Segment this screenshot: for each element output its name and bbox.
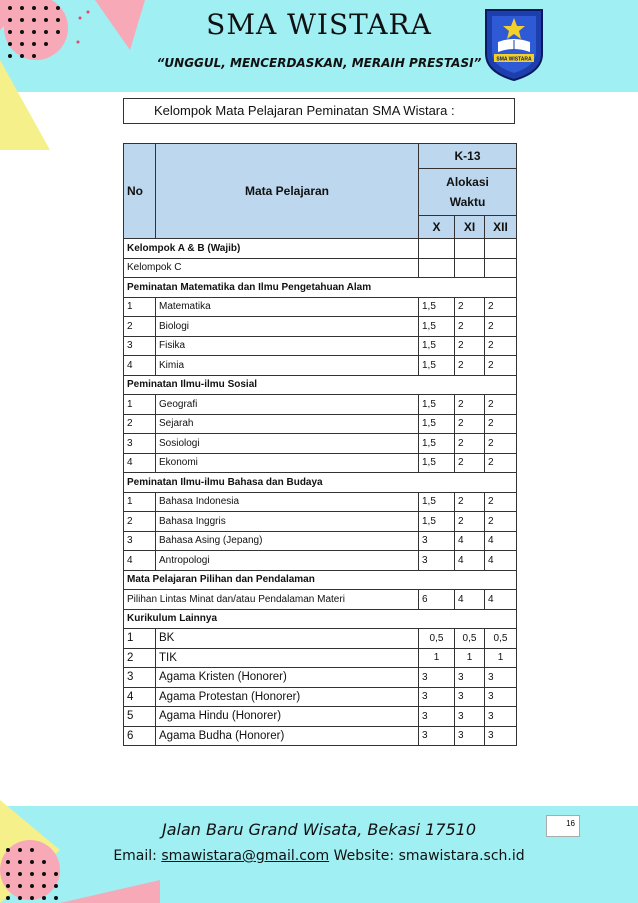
row-no: 1 (124, 297, 156, 317)
row-xi: 3 (455, 668, 485, 688)
row-subject: Pilihan Lintas Minat dan/atau Pendalaman Materi (124, 590, 419, 610)
row-xi: 4 (455, 590, 485, 610)
row-xi: 2 (455, 395, 485, 415)
row-subject: Bahasa Inggris (156, 512, 419, 532)
row-subject: Bahasa Asing (Jepang) (156, 531, 419, 551)
row-no: 2 (124, 512, 156, 532)
row-xi: 2 (455, 492, 485, 512)
row-xi: 2 (455, 336, 485, 356)
table-row (124, 356, 517, 376)
empty-cell (485, 258, 517, 278)
row-no: 1 (124, 395, 156, 415)
row-xii: 4 (485, 551, 517, 571)
table-row (124, 629, 517, 649)
row-x: 3 (419, 551, 455, 571)
header-no: No (124, 144, 156, 239)
row-x: 3 (419, 668, 455, 688)
header-allocation-line-1: Alokasi (446, 175, 489, 189)
row-x: 3 (419, 531, 455, 551)
section-pilihan-label: Mata Pelajaran Pilihan dan Pendalaman (124, 570, 517, 590)
row-xii: 2 (485, 414, 517, 434)
row-subject: BK (156, 629, 419, 649)
row-no: 3 (124, 336, 156, 356)
row-no: 2 (124, 648, 156, 668)
row-no: 3 (124, 434, 156, 454)
row-x: 1,5 (419, 297, 455, 317)
table-row (124, 668, 517, 688)
table-row (124, 531, 517, 551)
section-lainnya-label: Kurikulum Lainnya (124, 609, 517, 629)
row-subject: Agama Protestan (Honorer) (156, 687, 419, 707)
empty-cell (455, 258, 485, 278)
table-row (124, 551, 517, 571)
email-link[interactable]: smawistara@gmail.com (161, 848, 330, 864)
email-label: Email: (113, 848, 157, 864)
row-subject: Agama Budha (Honorer) (156, 726, 419, 746)
table-row (124, 512, 517, 532)
row-subject: Ekonomi (156, 453, 419, 473)
row-x: 1,5 (419, 512, 455, 532)
table-row (124, 648, 517, 668)
row-subject: Geografi (156, 395, 419, 415)
row-x: 1,5 (419, 453, 455, 473)
row-x: 1 (419, 648, 455, 668)
table-row (124, 492, 517, 512)
row-subject: Matematika (156, 297, 419, 317)
curriculum-table (123, 143, 517, 746)
row-x: 3 (419, 687, 455, 707)
row-x: 1,5 (419, 414, 455, 434)
row-no: 4 (124, 356, 156, 376)
row-x: 1,5 (419, 492, 455, 512)
row-xii: 4 (485, 590, 517, 610)
row-x: 1,5 (419, 317, 455, 337)
row-xi: 2 (455, 414, 485, 434)
empty-cell (419, 239, 455, 259)
row-xi: 4 (455, 531, 485, 551)
row-subject: Sosiologi (156, 434, 419, 454)
row-xi: 2 (455, 434, 485, 454)
row-xii: 3 (485, 707, 517, 727)
row-xii: 3 (485, 726, 517, 746)
empty-cell (455, 239, 485, 259)
row-subject: Antropologi (156, 551, 419, 571)
website-label: Website: (333, 848, 395, 864)
section-mipa-label: Peminatan Matematika dan Ilmu Pengetahuan Alam (124, 278, 517, 298)
table-row (124, 317, 517, 337)
row-xi: 2 (455, 317, 485, 337)
table-row (124, 297, 517, 317)
table-row (124, 453, 517, 473)
row-xi: 4 (455, 551, 485, 571)
row-no: 5 (124, 707, 156, 727)
row-no: 1 (124, 629, 156, 649)
school-motto: “UNGGUL, MENCERDASKAN, MERAIH PRESTASI” (156, 56, 482, 70)
row-no: 1 (124, 492, 156, 512)
row-xii: 2 (485, 453, 517, 473)
row-xii: 2 (485, 492, 517, 512)
row-xii: 2 (485, 317, 517, 337)
row-subject: Bahasa Indonesia (156, 492, 419, 512)
school-logo-icon (482, 6, 546, 82)
row-no: 4 (124, 453, 156, 473)
row-subject: Sejarah (156, 414, 419, 434)
row-x: 0,5 (419, 629, 455, 649)
row-xii: 2 (485, 395, 517, 415)
row-no: 2 (124, 414, 156, 434)
footer-contact (0, 848, 638, 864)
section-bahasa-label: Peminatan Ilmu-ilmu Bahasa dan Budaya (124, 473, 517, 493)
footer-address: Jalan Baru Grand Wisata, Bekasi 17510 (161, 820, 477, 839)
row-xi: 2 (455, 356, 485, 376)
header-allocation-line-2: Waktu (449, 195, 486, 209)
svg-text:SMA WISTARA: SMA WISTARA (496, 56, 532, 63)
row-no: 2 (124, 317, 156, 337)
school-name: SMA WISTARA (206, 8, 432, 41)
row-subject: Fisika (156, 336, 419, 356)
header-xii: XII (485, 216, 517, 239)
row-xii: 2 (485, 356, 517, 376)
row-no: 3 (124, 668, 156, 688)
row-subject: Biologi (156, 317, 419, 337)
header-x: X (419, 216, 455, 239)
row-xii: 0,5 (485, 629, 517, 649)
row-subject: Kimia (156, 356, 419, 376)
row-xii: 3 (485, 687, 517, 707)
row-xi: 0,5 (455, 629, 485, 649)
row-x: 1,5 (419, 434, 455, 454)
row-x: 3 (419, 707, 455, 727)
row-no: 3 (124, 531, 156, 551)
table-row (124, 707, 517, 727)
row-xi: 2 (455, 453, 485, 473)
header-allocation (419, 169, 517, 216)
table-row (124, 590, 517, 610)
header-curriculum: K-13 (419, 144, 517, 169)
row-xii: 1 (485, 648, 517, 668)
row-subject: Agama Hindu (Honorer) (156, 707, 419, 727)
row-x: 1,5 (419, 336, 455, 356)
row-xi: 3 (455, 687, 485, 707)
row-xi: 3 (455, 726, 485, 746)
row-x: 3 (419, 726, 455, 746)
row-subject: TIK (156, 648, 419, 668)
row-x: 1,5 (419, 356, 455, 376)
page-number: 16 (546, 815, 580, 837)
row-x: 1,5 (419, 395, 455, 415)
table-row (124, 395, 517, 415)
empty-cell (419, 258, 455, 278)
table-row (124, 336, 517, 356)
group-ab-label: Kelompok A & B (Wajib) (124, 239, 419, 259)
header-subject: Mata Pelajaran (156, 144, 419, 239)
row-x: 6 (419, 590, 455, 610)
row-no: 6 (124, 726, 156, 746)
row-xii: 2 (485, 336, 517, 356)
row-xii: 2 (485, 512, 517, 532)
row-xi: 2 (455, 297, 485, 317)
row-xii: 2 (485, 297, 517, 317)
row-subject: Agama Kristen (Honorer) (156, 668, 419, 688)
row-no: 4 (124, 687, 156, 707)
row-xii: 2 (485, 434, 517, 454)
row-xi: 3 (455, 707, 485, 727)
website-link[interactable]: smawistara.sch.id (398, 848, 525, 864)
table-row (124, 726, 517, 746)
header-xi: XI (455, 216, 485, 239)
table-row (124, 434, 517, 454)
section-ips-label: Peminatan Ilmu-ilmu Sosial (124, 375, 517, 395)
decorative-shapes-right (575, 0, 638, 903)
row-no: 4 (124, 551, 156, 571)
table-row (124, 687, 517, 707)
empty-cell (485, 239, 517, 259)
row-xii: 3 (485, 668, 517, 688)
section-subtitle: Kelompok Mata Pelajaran Peminatan SMA Wistara : (123, 98, 515, 124)
row-xi: 2 (455, 512, 485, 532)
row-xi: 1 (455, 648, 485, 668)
group-c-label: Kelompok C (124, 258, 419, 278)
table-row (124, 414, 517, 434)
row-xii: 4 (485, 531, 517, 551)
